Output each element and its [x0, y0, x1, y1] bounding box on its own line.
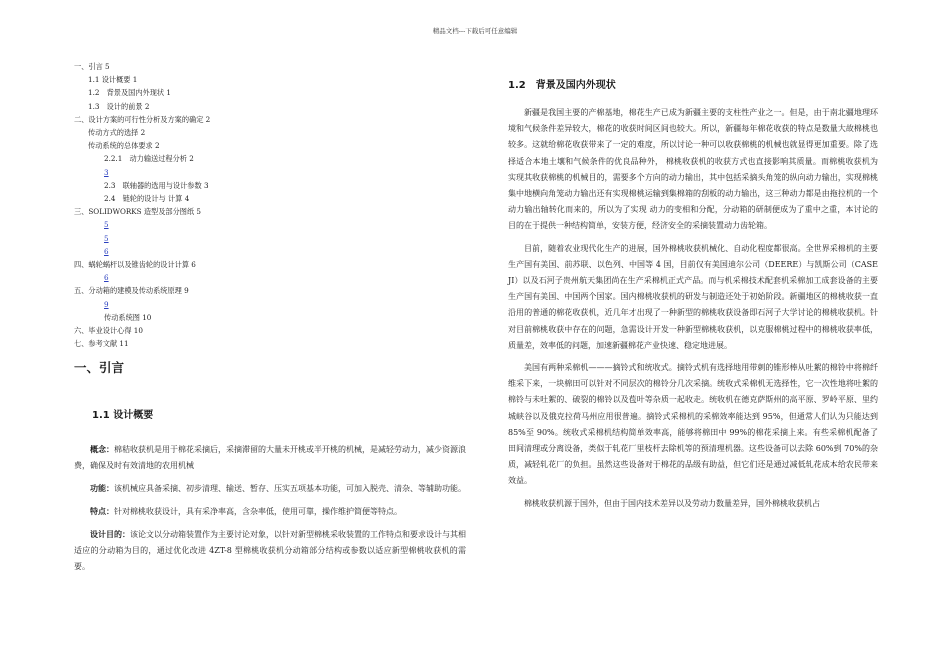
toc-entry: 二、设计方案的可行性分析及方案的确定 2 [74, 114, 211, 124]
toc-page-link[interactable]: 5 [104, 233, 109, 243]
paragraph-label: 概念： [90, 444, 114, 455]
toc-entry: 1.2 背景及国内外现状 1 [88, 88, 171, 98]
toc-entry: 2.2.1 动力输送过程分析 2 [104, 154, 194, 164]
toc-entry: 传动系统图 10 [104, 312, 152, 322]
left-column [74, 60, 466, 581]
toc-entry: 1.1 设计概要 1 [88, 75, 138, 85]
toc-entry: 2.3 联轴器的选用与设计参数 3 [104, 180, 209, 190]
overview-paragraphs [74, 441, 466, 575]
toc-page-link[interactable]: 6 [104, 273, 109, 283]
paragraph [74, 503, 466, 520]
table-of-contents [74, 60, 466, 350]
paragraph-label: 特点： [90, 506, 114, 517]
subsection-heading-background: 1.2 背景及国内外现状 [508, 80, 616, 91]
paragraph-text: 该论文以分动箱装置作为主要讨论对象，以针对新型棉桃采收装置的工作特点和要求设计与其相适应的分动箱为目的，通过优化改进 4ZT-8 型棉桃收获机分动箱部分结构或参数以适应新型棉桃收获机的需要。 [74, 530, 466, 572]
page-header: 精品文档---下载后可任意编辑 [432, 27, 518, 35]
paragraph [74, 441, 466, 474]
toc-page-link[interactable]: 5 [104, 220, 109, 230]
paragraph-text: 棉秸收获机是用于棉花采摘后，采摘滞留的大量未开桃或半开桃的机械，是减轻劳动力，减少资源浪费，确保及时有效清地的农用机械 [74, 445, 466, 471]
paragraph-text: 针对棉桃收获设计，具有采净率高，含杂率低，使用可靠，操作维护简便等特点。 [114, 507, 402, 517]
paragraph-text: 该机械应具备采摘、初步清理、输送、暂存、压实五项基本功能，可加入脱壳、清杂、等辅助功能。 [114, 484, 466, 494]
section-heading-intro: 一、引言 [74, 360, 125, 376]
background-paragraphs [508, 105, 878, 512]
toc-entry: 七、参考文献 11 [74, 339, 129, 349]
paragraph [74, 480, 466, 497]
toc-entry: 传动系统的总体要求 2 [88, 141, 160, 151]
paragraph: 美国有两种采棉机———摘铃式和统收式。摘铃式机有选择地用带刺的锥形棒从吐絮的棉铃中将棉纤维采下来，一块棉田可以针对不同层次的棉铃分几次采摘。统收式采棉机无选择性，它一次性地将吐絮的棉铃与未吐絮的、破裂的棉铃以及苞叶等杂质一起收走。统收机在德克萨斯州的高平原、罗岭平原、里约城峡谷以及俄克拉荷马州应用很普遍。摘铃式采棉机的采棉效率能达到 95%，但通常人们认为只能达到 85%至 90%。统收式采棉机结构简单效率高，能够将棉田中 99%的棉花采摘上来。有些采棉机配备了田间清理或分离设备，类似于轧花厂里枝杆去除机等的预清理机器。这些设备可以去除 60%到 70%的杂质，减轻轧花厂的负担。虽然这些设备对于棉花的品级有助益，但它们还是通过减低轧花成本给农民带来效益。 [508, 363, 878, 486]
toc-entry: 三、SOLIDWORKS 造型及部分图纸 5 [74, 207, 202, 217]
toc-page-link[interactable]: 9 [104, 299, 109, 309]
right-column [508, 76, 878, 518]
toc-page-link[interactable]: 6 [104, 246, 109, 256]
toc-page-link[interactable]: 3 [104, 167, 109, 177]
toc-entry: 五、分动箱的建模及传动系统原理 9 [74, 286, 189, 296]
paragraph: 目前，随着农业现代化生产的进展，国外棉桃收获机械化、自动化程度都很高。全世界采棉机的主要生产国有美国、前苏联、以色列、中国等 4 国，目前仅有美国迪尔公司（DEERE）与凯斯公司（CASE JI）以及石河子贵州航天集团尚在生产采棉机正式产品。而与机采棉技术配套机采棉加工成套设备的主要生产国有美国、中国两个国家。国内棉桃收获机的研发与制造还处于初始阶段。新疆地区的棉桃收获一直沿用的普通的棉花收获机，近几年才出现了一种新型的棉桃收获设备即石河子大学讨论的棉桃收获机。针对目前棉桃收获中存在的问题，急需设计开发一种新型棉桃收获机，以克服棉桃过程中的棉桃收获率低，质量差，效率低的问题，加速新疆棉花产业快速、稳定地进展。 [508, 243, 878, 350]
toc-entry: 一、引言 5 [74, 62, 110, 71]
toc-entry: 1.3 设计的前景 2 [88, 101, 150, 111]
paragraph-label: 设计目的： [90, 529, 130, 540]
toc-entry: 传动方式的选择 2 [88, 128, 146, 138]
paragraph [74, 526, 466, 575]
subsection-heading-overview: 1.1 设计概要 [92, 410, 154, 422]
toc-entry: 四、蜗轮蜗杆以及锥齿轮的设计计算 6 [74, 260, 196, 270]
toc-entry: 六、毕业设计心得 10 [74, 326, 143, 336]
paragraph-label: 功能： [90, 483, 114, 494]
paragraph: 新疆是我国主要的产棉基地，棉花生产已成为新疆主要的支柱性产业之一。但是，由于南北疆地理环境和气候条件差异较大，棉花的收获时间区间也较大。所以，新疆每年棉花收获的特点是数量大故棉桃也较多。这就给棉花收获带来了一定的难度，所以讨论一种可以收获棉桃的机械也就显得更加重要。除了选择适合本地土壤和气候条件的优良品种外， 棉桃收获机的收获方式也直接影响其质量。而棉桃收获机为实现其收获棉桃的机械目的，需要多个方向的动力输出，其中包括采摘头角笼的纵向动力输出，实现棉桃集中地横向角笼动力输出还有实现棉桃运输到集棉箱的刮板的动力输出，这三种动力都是由拖拉机的一个动力输出轴转化而来的，所以为了实现 动力的变相和分配，分动箱的研制便成为了重中之重，本讨论的目的在于提供一种结构简单，安装方便，经济安全的采摘装置动力齿轮箱。 [508, 108, 878, 231]
toc-entry: 2.4 链轮的设计与 计算 4 [104, 194, 190, 204]
paragraph: 棉桃收获机源于国外，但由于国内技术差异以及劳动力数量差异，国外棉桃收获机占 [524, 498, 820, 508]
